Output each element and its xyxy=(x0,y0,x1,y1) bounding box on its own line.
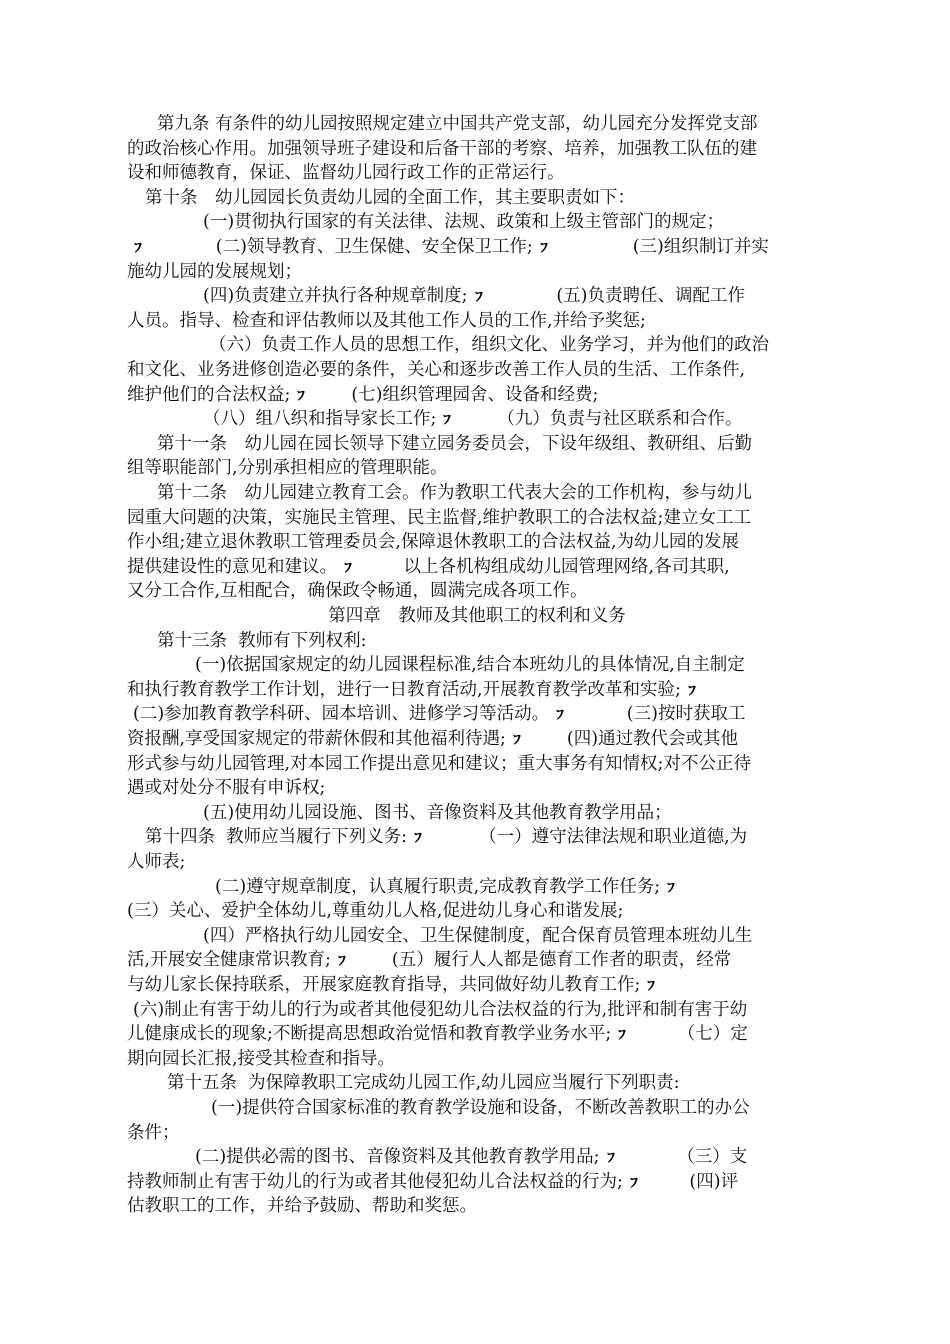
text-segment: 第十条 幼儿园园长负责幼儿园的全面工作，其主要职责如下： xyxy=(145,187,635,208)
line-break-mark-icon: ﾌ xyxy=(606,1151,615,1167)
text-line xyxy=(127,752,827,776)
text-segment: 组等职能部门,分别承担相应的管理职能。 xyxy=(127,458,448,479)
text-segment: 第四章 教师及其他职工的权利和义务 xyxy=(328,606,626,626)
text-segment: 期向园长汇报,接受其检查和指导。 xyxy=(127,1048,396,1069)
text-line xyxy=(127,973,827,999)
text-segment: 条件； xyxy=(127,1122,180,1143)
text-segment: 第十五条 为保障教职工完成幼儿园工作,幼儿园应当履行下列职责: xyxy=(167,1073,680,1094)
text-line xyxy=(127,1170,827,1196)
text-segment: (三）关心、爱护全体幼儿,尊重幼儿人格,促进幼儿身心和谐发展; xyxy=(127,901,624,922)
line-break-mark-icon: ﾌ xyxy=(338,954,346,970)
line-break-mark-icon: ﾌ xyxy=(667,880,676,896)
text-segment: 第十二条 幼儿园建立教育工会。作为教职工代表大会的工作机构，参与幼儿 xyxy=(157,483,752,503)
text-line xyxy=(127,998,833,1022)
text-line xyxy=(127,924,903,948)
text-line xyxy=(127,1047,827,1071)
text-line xyxy=(127,1145,895,1171)
text-line xyxy=(127,801,903,825)
text-segment: 第九条 有条件的幼儿园按照规定建立中国共产党支部，幼儿园充分发挥党支部 xyxy=(157,114,758,134)
line-break-mark-icon: ﾌ xyxy=(647,979,656,994)
line-break-mark-icon: ﾌ xyxy=(688,683,696,699)
text-segment: 资报酬,享受国家规定的带薪休假和其他福利待遇; xyxy=(127,729,506,749)
text-line xyxy=(127,875,915,901)
text-segment: 活,开展安全健康常识教育; xyxy=(127,950,331,971)
text-line xyxy=(127,161,827,185)
text-line xyxy=(127,653,895,677)
text-segment: (二)领导教育、卫生保健、安全保卫工作; xyxy=(149,237,533,257)
text-segment: 维护他们的合法权益; xyxy=(127,384,291,405)
text-segment: 第十三条 教师有下列权利: xyxy=(157,630,367,651)
line-break-mark-icon: ﾌ xyxy=(618,1028,627,1044)
text-line xyxy=(127,1121,827,1145)
text-segment: (四)负责建立并执行各种规章制度; xyxy=(203,286,468,307)
text-segment: (五)使用幼儿园设施、图书、音像资料及其他教育教学用品； xyxy=(203,802,672,823)
line-break-mark-icon: ﾌ xyxy=(134,241,142,256)
text-segment: 儿健康成长的现象;不断提高思想政治觉悟和教育教学业务水平; xyxy=(127,1024,612,1045)
text-segment: 人师表; xyxy=(127,852,186,872)
text-segment: (二)参加教育教学科研、园本培训、进修学习等活动。 xyxy=(133,704,550,725)
text-segment: (五）履行人人都是德育工作者的职责，经常 xyxy=(352,950,732,971)
text-line xyxy=(127,506,827,530)
text-line xyxy=(127,137,827,161)
text-segment: (四)评 xyxy=(644,1171,739,1192)
text-line xyxy=(127,1096,911,1120)
text-segment: 和文化、业务进修创造必要的条件，关心和逐步改善工作人员的生活、工作条件, xyxy=(127,360,746,380)
text-line xyxy=(127,678,827,704)
text-line xyxy=(127,309,827,333)
text-segment: （三）支 xyxy=(621,1147,748,1168)
text-segment: （八）组八织和指导家长工作; xyxy=(203,409,437,430)
text-segment: 提供建设性的意见和建议。 xyxy=(127,556,337,577)
text-line xyxy=(127,186,845,210)
text-segment: 设和师德教育，保证、监督幼儿园行政工作的正常运行。 xyxy=(127,163,565,184)
text-segment: （一）遵守法律法规和职业道德,为 xyxy=(429,827,748,848)
text-line xyxy=(127,530,827,554)
text-line xyxy=(127,383,827,409)
text-segment: 以上各机构组成幼儿园管理网络,各司其职, xyxy=(359,556,730,577)
text-segment: 第十四条 教师应当履行下列义务: xyxy=(145,827,408,848)
text-line xyxy=(127,555,827,581)
line-break-mark-icon: ﾌ xyxy=(630,1175,638,1191)
text-line xyxy=(127,727,827,753)
line-break-mark-icon: ﾌ xyxy=(344,560,352,576)
text-line xyxy=(127,579,827,603)
text-segment: 与幼儿家长保持联系，开展家庭教育指导，共同做好幼儿教育工作; xyxy=(127,975,641,995)
text-segment: 和执行教育教学工作计划，进行一日教育活动,开展教育教学改革和实验; xyxy=(127,679,681,700)
text-line xyxy=(127,456,827,480)
text-line xyxy=(127,284,903,310)
text-line xyxy=(127,112,857,136)
text-segment: (五)负责聘任、调配工作 xyxy=(489,286,745,307)
text-segment: 形式参与幼儿园管理,对本园工作提出意见和建议；重大事务有知情权;对不公正待 xyxy=(127,753,751,774)
text-segment: 估教职工的工作，并给予鼓励、帮助和奖惩。 xyxy=(127,1196,477,1217)
text-line xyxy=(127,702,833,728)
text-segment: 园重大问题的决策，实施民主管理、民主监督,维护教职工的合法权益;建立女工工 xyxy=(127,507,751,528)
chapter-heading xyxy=(127,604,827,628)
line-break-mark-icon: ﾌ xyxy=(297,388,306,404)
text-segment: 作小组;建立退休教职工管理委员会,保障退休教职工的合法权益,为幼儿园的发展 xyxy=(127,532,740,553)
text-line xyxy=(127,899,827,923)
text-line xyxy=(127,825,845,851)
text-line xyxy=(127,432,857,456)
text-line xyxy=(127,1071,867,1095)
text-segment: (一)提供符合国家标准的教育教学设施和设备，不断改善教职工的办公 xyxy=(211,1098,750,1118)
text-segment: (七)组织管理园舍、设备和经费; xyxy=(312,384,599,405)
text-segment: 遇或对处分不服有申诉权; xyxy=(127,778,326,799)
text-line xyxy=(127,333,909,357)
text-line xyxy=(127,629,857,653)
text-segment: (四)通过教代会或其他 xyxy=(527,729,739,749)
line-break-mark-icon: ﾌ xyxy=(443,413,452,429)
text-segment: 第十一条 幼儿园在园长领导下建立园务委员会，下设年级组、教研组、后勤 xyxy=(157,433,752,454)
text-segment: 的政治核心作用。加强领导班子建设和后备干部的考察、培养，加强教工队伍的建 xyxy=(127,138,757,159)
text-segment: （七）定 xyxy=(633,1024,748,1045)
line-break-mark-icon: ﾌ xyxy=(539,241,548,256)
text-segment: （九）负责与社区联系和合作。 xyxy=(458,409,743,430)
line-break-mark-icon: ﾌ xyxy=(414,831,422,847)
text-segment: 施幼儿园的发展规划； xyxy=(127,261,302,282)
text-segment: (三)按时获取工 xyxy=(571,704,746,725)
text-segment: 又分工合作,互相配合，确保政令畅通，圆满完成各项工作。 xyxy=(127,581,588,602)
text-segment: （六）负责工作人员的思想工作，组织文化、业务学习，并为他们的政治 xyxy=(209,335,769,356)
line-break-mark-icon: ﾌ xyxy=(474,290,483,306)
text-line xyxy=(127,235,827,261)
text-line xyxy=(127,407,903,433)
text-line xyxy=(127,210,903,234)
line-break-mark-icon: ﾌ xyxy=(556,708,565,724)
text-segment: (一)贯彻执行国家的有关法律、法规、政策和上级主管部门的规定； xyxy=(203,212,725,233)
text-segment: (一)依据国家规定的幼儿园课程标准,结合本班幼儿的具体情况,自主制定 xyxy=(195,655,745,676)
text-segment: 人员。指导、检查和评估教师以及其他工作人员的工作,并给予奖惩; xyxy=(127,310,646,331)
text-line xyxy=(127,948,827,974)
text-line xyxy=(127,850,827,874)
text-segment: (二)遵守规章制度，认真履行职责,完成教育教学工作任务; xyxy=(215,876,661,897)
text-segment: 持教师制止有害于幼儿的行为或者其他侵犯幼儿合法权益的行为; xyxy=(127,1171,623,1192)
text-line xyxy=(127,1194,827,1218)
text-segment: (二)提供必需的图书、音像资料及其他教育教学用品; xyxy=(195,1147,600,1168)
text-line xyxy=(127,776,827,800)
text-line xyxy=(127,481,857,505)
text-line xyxy=(127,1022,827,1048)
text-segment: (四）严格执行幼儿园安全、卫生保健制度，配合保育员管理本班幼儿生 xyxy=(203,925,753,946)
line-break-mark-icon: ﾌ xyxy=(513,733,521,748)
text-line xyxy=(127,260,827,284)
text-segment: (三)组织制订并实 xyxy=(554,237,769,257)
text-segment: (六)制止有害于幼儿的行为或者其他侵犯幼儿合法权益的行为,批评和制有害于幼 xyxy=(133,999,748,1020)
text-line xyxy=(127,358,827,382)
